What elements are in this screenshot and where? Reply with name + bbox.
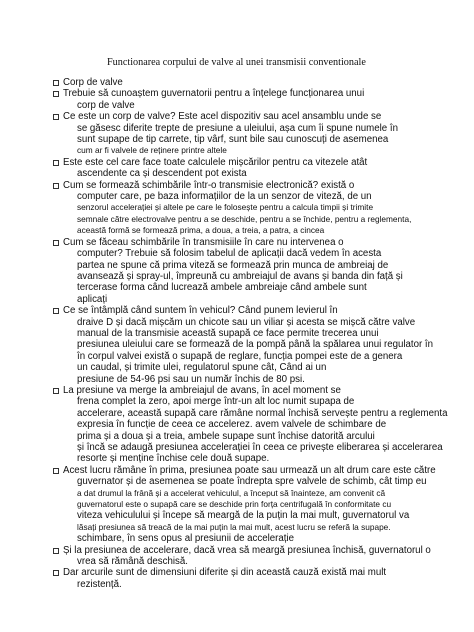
list-item [55, 111, 444, 157]
checkbox-bullet-icon [53, 548, 59, 554]
list-item-text [63, 88, 444, 111]
text-line: Este este cel care face toate calculele mișcărilor pentru ca vitezele atât [63, 156, 368, 168]
text-line: sunt supape de tip carrete, tip vârf, sunt bile sau cunoscuți de asemenea [77, 134, 389, 146]
text-line: tercerase forma când lucrează ambele ambreiaje când ambele sunt [77, 282, 367, 294]
list-item-text [63, 384, 448, 465]
checkbox-bullet-icon [53, 183, 59, 189]
text-line: și încă se adaugă presiunea accelerației în ceea ce privește eliberarea și accelerarea [77, 442, 443, 453]
text-line: computer? Trebuie să folosim tabelul de aplicații dacă vedem în acesta [77, 248, 382, 260]
list-item [55, 157, 444, 180]
text-line: Cum se formează schimbările într-o transmisie electronică? există o [63, 179, 355, 191]
list-item-text [63, 567, 444, 590]
text-line: viteza vehiculului și începe să meargă de la puțin la mai mult, guvernatorul va [77, 510, 410, 522]
text-line: semnale către electrovalve pentru a se deschide, pentru a se închide, pentru a reglementa, [77, 213, 412, 224]
checkbox-bullet-icon [53, 570, 59, 576]
text-line: lăsați presiunea să treacă de la mai puțin la mai mult, acest lucru se referă la supape. [77, 521, 391, 532]
text-line: frena complet la zero, apoi merge într-un alt loc numit supapa de [77, 396, 355, 408]
text-line: resorte și menține închise cele două supape. [77, 453, 270, 465]
text-line: draive D și dacă mișcăm un chicote sau un viliar și acesta se mișcă către valve [77, 316, 416, 328]
text-line: Acest lucru rămâne în prima, presiunea poate sau urmează un alt drum care este către [63, 464, 436, 476]
text-line: senzorul accelerației și altele pe care le folosește pentru a calcula timpii și trimite [77, 202, 374, 213]
checkbox-bullet-icon [53, 91, 59, 97]
text-line: această formă se formează prima, a doua, a treia, a patra, a cincea [77, 225, 325, 236]
checkbox-bullet-icon [53, 468, 59, 474]
list-item-text [63, 237, 444, 305]
text-line: a dat drumul la frână și a accelerat vehiculul, a început să înainteze, am convenit că [77, 487, 386, 498]
text-line: manual de la transmisie această supapă ce face permite trecerea unui [77, 327, 379, 339]
checkbox-bullet-icon [53, 160, 59, 166]
text-line: se găsesc diferite trepte de presiune a uleiului, așa cum îi spune numele în [77, 122, 398, 134]
text-line: presiune de 54-96 psi sau un număr închis de 80 psi. [77, 373, 305, 385]
list-item [55, 384, 448, 465]
text-line: computer care, pe baza informațiilor de la un senzor de viteză, de un [77, 191, 372, 203]
text-line: guvernatorul este o supapă care se deschide prin forța centrifugală în conformitate cu [77, 499, 392, 510]
text-line: în corpul valvei există o supapă de reglare, funcția pompei este de a genera [77, 350, 403, 362]
list-item-text [63, 465, 444, 545]
list-item-text [63, 305, 444, 385]
text-line: accelerare, această supapă care rămâne normal închisă servește pentru a reglementa [77, 407, 448, 419]
text-line: prima și a doua și a treia, ambele supape sunt închise datorită arcului [77, 430, 375, 442]
list-item [55, 88, 444, 111]
text-line: Ce este un corp de valve? Este acel dispozitiv sau acel ansamblu unde se [63, 111, 382, 123]
bullet-list [55, 77, 448, 590]
list-item-text [63, 77, 444, 88]
text-line: La presiune va merge la ambreiajul de avans, în acel moment se [63, 384, 341, 396]
list-item-text [63, 180, 444, 237]
list-item-text [63, 545, 444, 568]
checkbox-bullet-icon [53, 80, 59, 86]
document-title: Functionarea corpului de valve al unei transmisii conventionale [107, 57, 366, 68]
text-line: un caudal, și trimite ulei, regulatorul spune cât, Când ai un [77, 362, 327, 374]
list-item [55, 180, 444, 237]
list-item-text [63, 157, 444, 180]
text-line: Și la presiunea de accelerare, dacă vrea să meargă presiunea închisă, guvernatorul o [63, 544, 431, 556]
checkbox-bullet-icon [53, 388, 59, 394]
text-line: vrea să rămână deschisă. [77, 556, 188, 568]
text-line: presiunea uleiului care se formează de la pompă până la spălarea unui regulator în [77, 339, 433, 351]
text-line: expresia în funcție de ceea ce accelerez. avem valvele de schimbare de [77, 419, 387, 431]
checkbox-bullet-icon [53, 308, 59, 314]
text-line: guvernator și de asemenea se poate îndrepta spre valvele de schimb, cât timp eu [77, 476, 427, 488]
text-line: cum ar fi valvele de reținere printre altele [77, 145, 227, 156]
list-item-text [63, 111, 444, 157]
text-line: Corp de valve [63, 77, 123, 88]
text-line: avanseazǎ și spray-ul, împreună cu ambreiajul de avans și banda din față și [77, 270, 403, 282]
text-line: partea ne spune că prima viteză se formează prin munca de ambreiaj de [77, 259, 389, 271]
text-line: Dar arcurile sunt de dimensiuni diferite și din această cauză există mai mult [63, 567, 387, 579]
list-item [55, 567, 444, 590]
checkbox-bullet-icon [53, 240, 59, 246]
list-item [55, 305, 444, 385]
text-line: rezistență. [77, 578, 122, 590]
list-item [55, 237, 444, 305]
text-line: Trebuie să cunoaștem guvernatorii pentru a înțelege funcționarea unui [63, 88, 365, 100]
text-line: Cum se făceau schimbările în transmisiile în care nu intervenea o [63, 236, 344, 248]
text-line: schimbare, în sens opus al presiunii de accelerație [77, 533, 295, 545]
text-line: ascendente ca și descendent pot exista [77, 168, 247, 180]
list-item [55, 465, 444, 545]
text-line: corp de valve [77, 99, 135, 111]
text-line: aplicați [77, 293, 108, 305]
list-item [55, 77, 444, 88]
list-item [55, 545, 444, 568]
checkbox-bullet-icon [53, 114, 59, 120]
text-line: Ce se întâmplă când suntem în vehicul? Când punem levierul în [63, 305, 338, 317]
